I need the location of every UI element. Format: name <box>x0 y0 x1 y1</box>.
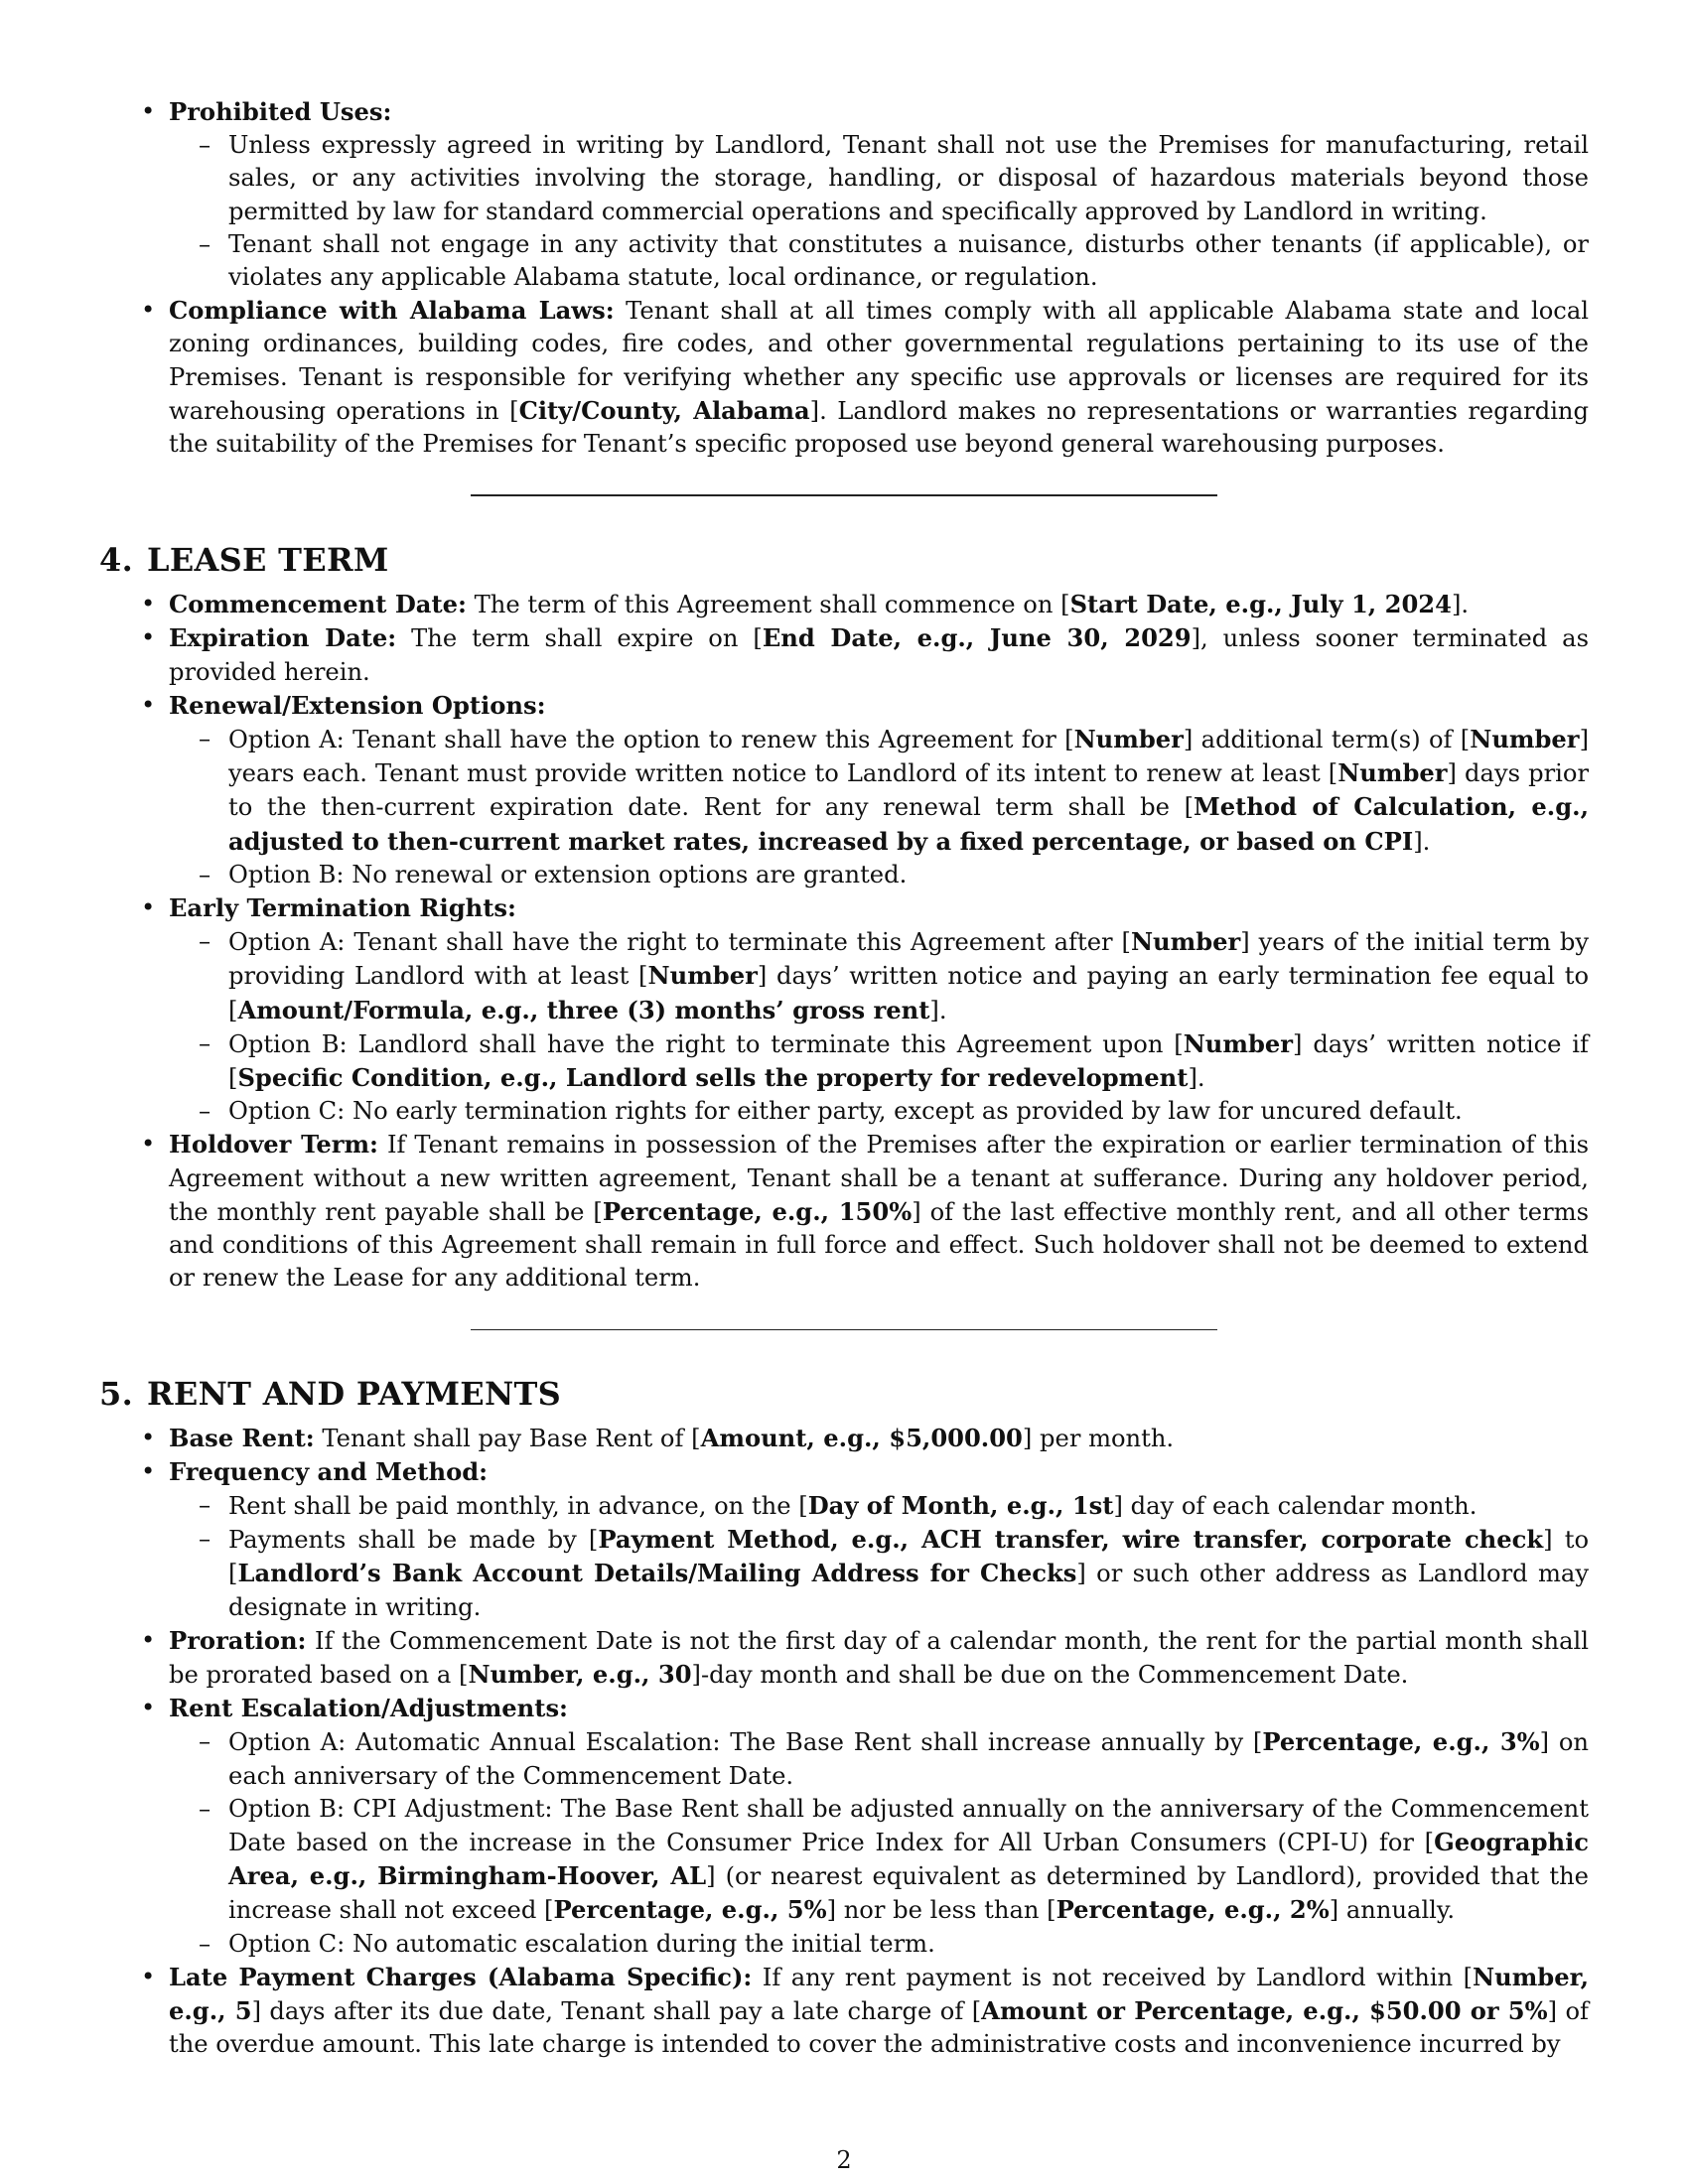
list-item-expiration: • Expiration Date: The term shall expire on [End Date, e.g., June 30, 2029], unless sooner terminated as provided herein. <box>169 621 1589 688</box>
placeholder: Day of Month, e.g., 1st <box>807 1490 1114 1520</box>
placeholder: Number <box>1183 1028 1294 1058</box>
placeholder: Percentage, e.g., 3% <box>1262 1727 1540 1757</box>
item-label: Expiration Date: <box>169 623 397 653</box>
item-label: Rent Escalation/Adjustments: <box>169 1694 568 1723</box>
placeholder: Geographic Area, e.g., Birmingham-Hoover, AL <box>228 1827 1589 1891</box>
renewal-options <box>169 723 1589 891</box>
item-label: Early Termination Rights: <box>169 893 516 923</box>
placeholder: Percentage, e.g., 5% <box>553 1895 827 1925</box>
list-item-holdover: • Holdover Term: If Tenant remains in possession of the Premises after the expiration or earlier termination of this Agreement without a new written agreement, Tenant shall be a tenant at sufferance. During any holdover period, the monthly rent payable shall be [Percentage, e.g., 150%] of the last effective monthly rent, and all other terms and conditions of this Agreement shall remain in full force and effect. Such holdover shall not be deemed to extend or renew the Lease for any additional term. <box>169 1128 1589 1295</box>
placeholder: Number <box>1130 927 1241 957</box>
sub-item: – Option A: Tenant shall have the option to renew this Agreement for [Number] additional term(s) of [Number] years each. Tenant must provide written notice to Landlord of its intent to renew at least [Number] days prior to the then-current expiration date. Rent for any renewal term shall be [Method of Calculation, e.g., adjusted to then-current market rates, increased by a fixed percentage, or based on CPI]. <box>228 723 1589 859</box>
list-item-frequency <box>169 1455 1589 1624</box>
list-item-commencement: • Commencement Date: The term of this Agreement shall commence on [Start Date, e.g., July 1, 2024]. <box>169 588 1589 621</box>
sub-item: – Unless expressly agreed in writing by Landlord, Tenant shall not use the Premises for manufacturing, retail sales, or any activities involving the storage, handling, or disposal of hazardous materials beyond those permitted by law for standard commercial operations and specifically approved by Landlord in writing. <box>228 129 1589 228</box>
list-item-late-charges: • Late Payment Charges (Alabama Specific): If any rent payment is not received by Landlord within [Number, e.g., 5] days after its due date, Tenant shall pay a late charge of [Amount or Percentage, e.g., $50.00 or 5%] of the overdue amount. This late charge is intended to cover the administrative costs and inconvenience incurred by <box>169 1961 1589 2062</box>
escalation-options <box>169 1725 1589 1960</box>
document-page <box>99 95 1589 2061</box>
sub-item: – Option B: Landlord shall have the right to terminate this Agreement upon [Number] days’ written notice if [Specific Condition, e.g., Landlord sells the property for redevelopment]. <box>228 1027 1589 1095</box>
item-label: Compliance with Alabama Laws: <box>169 296 615 326</box>
list-item-escalation <box>169 1692 1589 1961</box>
placeholder: Method of Calculation, e.g., adjusted to then-current market rates, increased by a fixed percentage, or based on CPI <box>228 792 1589 856</box>
lease-term-list <box>99 588 1589 1295</box>
frequency-subitems <box>169 1489 1589 1624</box>
placeholder: Amount, e.g., $5,000.00 <box>700 1423 1023 1452</box>
item-label: Proration: <box>169 1625 307 1655</box>
placeholder: Number, e.g., 30 <box>468 1659 692 1689</box>
sub-item: – Option A: Tenant shall have the right to terminate this Agreement after [Number] years of the initial term by providing Landlord with at least [Number] days’ written notice and paying an early termination fee equal to [Amount/Formula, e.g., three (3) months’ gross rent]. <box>228 925 1589 1027</box>
item-label: Renewal/Extension Options: <box>169 690 546 720</box>
list-item-compliance: • Compliance with Alabama Laws: Tenant shall at all times comply with all applicable Alabama state and local zoning ordinances, building codes, fire codes, and other governmental regulations pertaining to its use of the Premises. Tenant is responsible for verifying whether any specific use approvals or licenses are required for its warehousing operations in [City/County, Alabama]. Landlord makes no representations or warranties regarding the suitability of the Premises for Tenant’s specific proposed use beyond general warehousing purposes. <box>169 294 1589 461</box>
sub-item: – Option B: CPI Adjustment: The Base Rent shall be adjusted annually on the anniversary of the Commencement Date based on the increase in the Consumer Price Index for All Urban Consumers (CPI-U) for [Geographic Area, e.g., Birmingham-Hoover, AL] (or nearest equivalent as determined by Landlord), provided that the increase shall not exceed [Percentage, e.g., 5%] nor be less than [Percentage, e.g., 2%] annually. <box>228 1793 1589 1928</box>
placeholder: Amount or Percentage, e.g., $50.00 or 5% <box>981 1995 1548 2025</box>
sub-item: – Option A: Automatic Annual Escalation: The Base Rent shall increase annually by [Percentage, e.g., 3%] on each anniversary of the Commencement Date. <box>228 1725 1589 1792</box>
list-item-renewal <box>169 689 1589 891</box>
section-divider <box>471 1329 1217 1330</box>
placeholder: Percentage, e.g., 2% <box>1055 1895 1330 1925</box>
item-label: Commencement Date: <box>169 590 467 619</box>
placeholder: City/County, Alabama <box>518 395 810 425</box>
section3-continued-list <box>99 95 1589 461</box>
rent-payments-list <box>99 1422 1589 2062</box>
item-label: Holdover Term: <box>169 1130 378 1160</box>
placeholder: Number, e.g., 5 <box>169 1962 1590 2025</box>
placeholder: Landlord’s Bank Account Details/Mailing Address for Checks <box>237 1559 1077 1588</box>
placeholder: Number <box>1073 725 1184 754</box>
list-item-early-termination <box>169 891 1589 1128</box>
sub-item: – Option C: No early termination rights for either party, except as provided by law for uncured default. <box>228 1095 1589 1128</box>
section-divider <box>471 494 1217 496</box>
placeholder: Number <box>1470 725 1580 754</box>
item-label: Base Rent: <box>169 1423 315 1452</box>
placeholder: Number <box>647 961 758 991</box>
item-label: Prohibited Uses: <box>169 97 392 126</box>
placeholder: Start Date, e.g., July 1, 2024 <box>1069 590 1452 619</box>
page-number: 2 <box>836 2146 852 2174</box>
sub-item: – Payments shall be made by [Payment Method, e.g., ACH transfer, wire transfer, corporate check] to [Landlord’s Bank Account Details/Mailing Address for Checks] or such other address as Landlord may designate in writing. <box>228 1523 1589 1624</box>
list-item-base-rent: • Base Rent: Tenant shall pay Base Rent of [Amount, e.g., $5,000.00] per month. <box>169 1422 1589 1455</box>
placeholder: Specific Condition, e.g., Landlord sells the property for redevelopment <box>237 1063 1189 1093</box>
sub-item: – Option C: No automatic escalation during the initial term. <box>228 1928 1589 1961</box>
section-heading-rent-and-payments: 5. RENT AND PAYMENTS <box>99 1374 562 1413</box>
placeholder: Number <box>1337 758 1448 788</box>
list-item-proration: • Proration: If the Commencement Date is not the first day of a calendar month, the rent for the partial month shall be prorated based on a [Number, e.g., 30]-day month and shall be due on the Commencement Date. <box>169 1624 1589 1692</box>
early-termination-options <box>169 925 1589 1128</box>
prohibited-subitems <box>169 129 1589 294</box>
section-heading-lease-term: 4. LEASE TERM <box>99 541 389 580</box>
placeholder: End Date, e.g., June 30, 2029 <box>762 623 1192 653</box>
sub-item: – Rent shall be paid monthly, in advance, on the [Day of Month, e.g., 1st] day of each calendar month. <box>228 1489 1589 1523</box>
placeholder: Payment Method, e.g., ACH transfer, wire transfer, corporate check <box>598 1525 1544 1555</box>
item-label: Frequency and Method: <box>169 1456 489 1486</box>
list-item-prohibited-uses <box>169 95 1589 294</box>
sub-item: – Option B: No renewal or extension options are granted. <box>228 859 1589 891</box>
placeholder: Amount/Formula, e.g., three (3) months’ gross rent <box>237 995 930 1024</box>
item-label: Late Payment Charges (Alabama Specific): <box>169 1962 753 1991</box>
sub-item: – Tenant shall not engage in any activity that constitutes a nuisance, disturbs other tenants (if applicable), or violates any applicable Alabama statute, local ordinance, or regulation. <box>228 228 1589 294</box>
placeholder: Percentage, e.g., 150% <box>602 1196 913 1226</box>
